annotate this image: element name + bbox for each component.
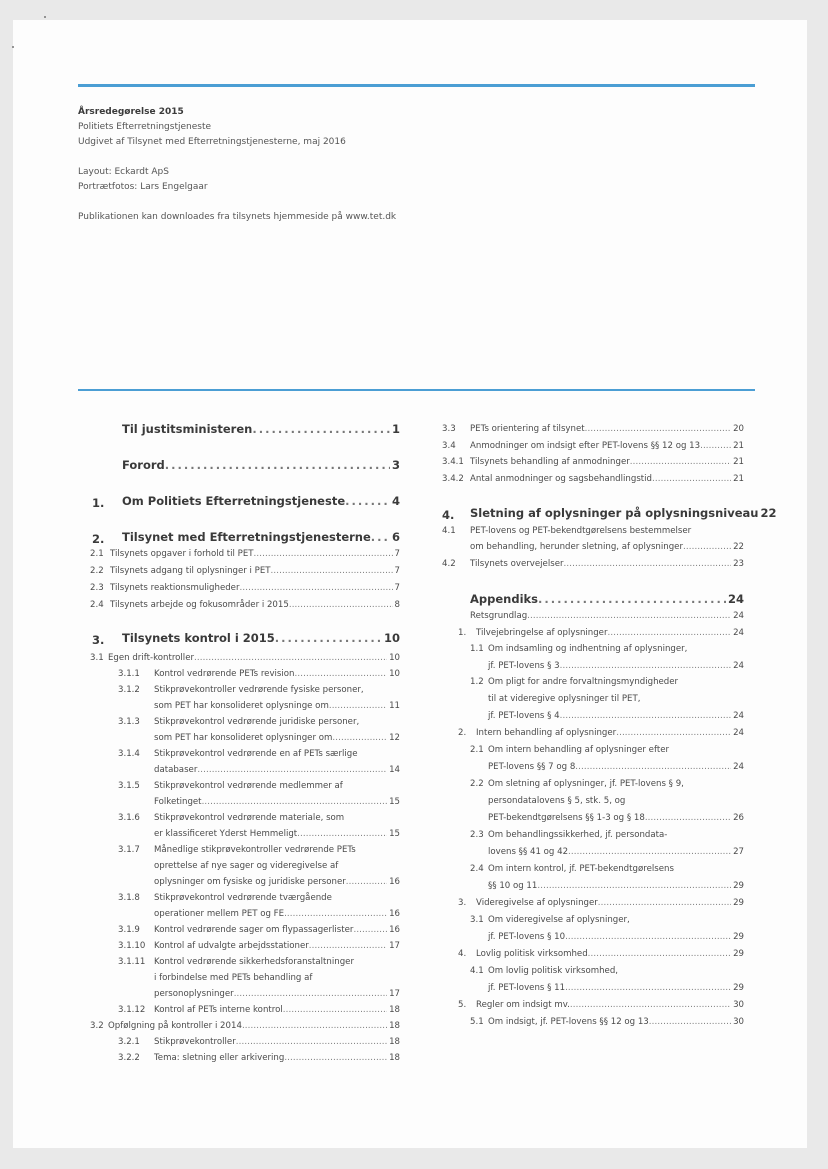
toc-label: PETs orientering af tilsynet	[470, 424, 585, 434]
toc-leader	[608, 628, 732, 638]
toc-label: Tilsynets reaktionsmuligheder	[110, 583, 240, 593]
toc-label: PET-lovens og PET-bekendtgørelsens bestemmelser	[470, 526, 692, 536]
toc-leader	[345, 494, 390, 508]
toc-number: 3.	[458, 898, 467, 908]
toc-page-number: 22	[733, 542, 744, 552]
toc-label: Egen drift-kontroller	[108, 653, 195, 663]
toc-label: Kontrol vedrørende sager om flypassagerlister	[154, 925, 354, 935]
toc-label: jf. PET-lovens § 3	[488, 661, 560, 671]
toc-page-number: 20	[733, 424, 744, 434]
toc-leader	[560, 711, 731, 721]
toc-label: Om pligt for andre forvaltningsmyndigheder	[488, 677, 679, 687]
toc-page-number: 29	[733, 949, 744, 959]
scan-speck	[44, 16, 46, 18]
toc-entry[interactable]	[442, 559, 744, 573]
toc-label: Stikprøvekontrol vedrørende juridiske personer,	[154, 717, 360, 727]
toc-entry[interactable]	[442, 779, 744, 793]
toc-entry[interactable]	[442, 424, 744, 438]
organisation: Politiets Efterretningstjeneste	[78, 122, 212, 132]
toc-number: 3.4	[442, 441, 456, 451]
toc-entry[interactable]	[442, 728, 744, 742]
toc-number: 3.1.6	[118, 813, 140, 823]
toc-label: PET-bekendtgørelsens §§ 1-3 og § 18	[488, 813, 645, 823]
toc-entry[interactable]	[90, 701, 400, 715]
publisher-line: Udgivet af Tilsynet med Efterretningstjenesterne, maj 2016	[78, 137, 346, 147]
toc-label: Om intern behandling af oplysninger efter	[488, 745, 670, 755]
toc-leader	[649, 1017, 731, 1027]
toc-heading[interactable]	[442, 506, 777, 522]
toc-entry[interactable]	[442, 677, 744, 691]
toc-entry[interactable]	[442, 796, 744, 810]
colophon	[78, 105, 396, 225]
toc-entry[interactable]	[90, 909, 400, 923]
toc-page-number: 29	[733, 983, 744, 993]
toc-entry[interactable]	[442, 1017, 744, 1031]
toc-page-number: 16	[389, 877, 400, 887]
toc-entry[interactable]	[442, 644, 744, 658]
toc-leader	[371, 530, 390, 544]
toc-page-number: 15	[389, 829, 400, 839]
toc-leader	[236, 1037, 387, 1047]
toc-page-number: 6	[391, 530, 400, 544]
toc-number: 2.	[92, 532, 105, 546]
toc-page-number: 29	[733, 881, 744, 891]
toc-number: 2.3	[470, 830, 484, 840]
toc-page-number: 30	[733, 1017, 744, 1027]
toc-leader	[275, 631, 382, 645]
toc-page-number: 18	[389, 1021, 400, 1031]
toc-number: 3.3	[442, 424, 456, 434]
toc-label: Tilsynets arbejde og fokusområder i 2015	[110, 600, 289, 610]
toc-page-number: 27	[733, 847, 744, 857]
toc-page-number: 26	[733, 813, 744, 823]
toc-page-number: 1	[391, 422, 400, 436]
toc-heading[interactable]	[90, 424, 400, 438]
toc-entry[interactable]	[442, 542, 744, 556]
toc-label: lovens §§ 41 og 42	[488, 847, 569, 857]
toc-entry[interactable]	[90, 669, 400, 683]
toc-leader	[538, 592, 726, 606]
toc-entry[interactable]	[90, 925, 400, 939]
toc-entry[interactable]	[90, 653, 400, 667]
toc-number: 3.2.2	[118, 1053, 140, 1063]
toc-leader	[588, 949, 731, 959]
toc-page-number: 21	[733, 441, 744, 451]
toc-leader	[295, 669, 388, 679]
toc-entry[interactable]	[442, 611, 744, 625]
toc-number: 2.3	[90, 583, 104, 593]
toc-leader	[197, 765, 387, 775]
toc-page-number: 24	[733, 728, 744, 738]
toc-label: Intern behandling af oplysninger	[476, 728, 617, 738]
toc-label: som PET har konsolideret oplysninger om	[154, 733, 333, 743]
toc-entry[interactable]	[442, 1000, 744, 1014]
download-note: Publikationen kan downloades fra tilsynets hjemmeside på www.tet.dk	[78, 212, 397, 222]
toc-label: oprettelse af nye sager og videregivelse af	[154, 861, 339, 871]
toc-entry[interactable]	[442, 898, 744, 912]
toc-page-number: 16	[389, 909, 400, 919]
toc-entry[interactable]	[90, 749, 400, 763]
toc-page-number: 24	[733, 661, 744, 671]
toc-label: Tilsynets adgang til oplysninger i PET	[110, 566, 271, 576]
toc-label: Tilsynet med Efterretningstjenesterne	[122, 530, 371, 544]
toc-leader	[271, 566, 393, 576]
toc-entry[interactable]	[90, 893, 400, 907]
toc-number: 2.4	[90, 600, 104, 610]
toc-label: er klassificeret Yderst Hemmeligt	[154, 829, 298, 839]
toc-label: Om indsamling og indhentning af oplysninger,	[488, 644, 688, 654]
toc-entry[interactable]	[442, 881, 744, 895]
toc-label: Kontrol vedrørende sikkerhedsforanstaltninger	[154, 957, 354, 967]
toc-label: Appendiks	[470, 592, 539, 606]
toc-leader	[565, 932, 731, 942]
toc-entry[interactable]	[442, 966, 744, 980]
toc-leader	[652, 474, 731, 484]
toc-entry[interactable]	[90, 861, 400, 875]
toc-label: Videregivelse af oplysninger	[476, 898, 598, 908]
toc-entry[interactable]	[90, 797, 400, 811]
toc-entry[interactable]	[90, 1021, 400, 1035]
scan-speck	[12, 46, 14, 48]
report-title: Årsredegørelse 2015	[78, 107, 184, 117]
toc-number: 3.1.4	[118, 749, 140, 759]
toc-page-number: 29	[733, 932, 744, 942]
toc-number: 3.1	[90, 653, 104, 663]
toc-page-number: 7	[394, 549, 400, 559]
toc-page-number: 10	[383, 631, 400, 645]
toc-entry[interactable]	[442, 915, 744, 929]
toc-page-number: 17	[389, 941, 400, 951]
toc-label: Retsgrundlag	[470, 611, 528, 621]
toc-entry[interactable]	[442, 847, 744, 861]
toc-page-number: 18	[389, 1005, 400, 1015]
toc-number: 3.1.10	[118, 941, 146, 951]
toc-number: 3.1.7	[118, 845, 140, 855]
toc-label: jf. PET-lovens § 4	[488, 711, 560, 721]
toc-label: om behandling, herunder sletning, af oplysninger	[470, 542, 683, 552]
toc-leader	[284, 909, 387, 919]
toc-number: 1.	[458, 628, 467, 638]
toc-leader	[202, 797, 388, 807]
toc-page-number: 30	[733, 1000, 744, 1010]
toc-entry[interactable]	[90, 765, 400, 779]
toc-entry[interactable]	[442, 441, 744, 455]
toc-number: 3.1.2	[118, 685, 140, 695]
toc-leader	[683, 542, 731, 552]
toc-number: 2.4	[470, 864, 484, 874]
toc-leader	[575, 762, 731, 772]
toc-label: Tema: sletning eller arkivering	[154, 1053, 285, 1063]
toc-leader	[254, 549, 393, 559]
toc-entry[interactable]	[442, 745, 744, 759]
toc-number: 3.1.8	[118, 893, 140, 903]
toc-entry[interactable]	[442, 474, 744, 488]
toc-label: i forbindelse med PETs behandling af	[154, 973, 313, 983]
toc-label: Stikprøvekontroller	[154, 1037, 236, 1047]
photo-credit: Portrætfotos: Lars Engelgaar	[78, 182, 208, 192]
toc-page-number: 15	[389, 797, 400, 807]
toc-label: Kontrol af PETs interne kontrol	[154, 1005, 283, 1015]
toc-number: 3.1	[470, 915, 484, 925]
toc-number: 1.1	[470, 644, 484, 654]
toc-page-number: 11	[389, 701, 400, 711]
toc-label: Stikprøvekontrol vedrørende en af PETs særlige	[154, 749, 358, 759]
toc-label: operationer mellem PET og FE	[154, 909, 285, 919]
toc-label: Stikprøvekontroller vedrørende fysiske personer,	[154, 685, 364, 695]
toc-leader	[283, 1005, 387, 1015]
toc-entry[interactable]	[90, 845, 400, 859]
toc-number: 4.1	[442, 526, 456, 536]
toc-page-number: 24	[733, 711, 744, 721]
toc-label: Om behandlingssikkerhed, jf. persondata-	[488, 830, 668, 840]
toc-leader	[353, 925, 387, 935]
toc-label: Om lovlig politisk virksomhed,	[488, 966, 619, 976]
toc-entry[interactable]	[90, 549, 400, 563]
toc-leader	[194, 653, 387, 663]
toc-entry[interactable]	[90, 583, 400, 597]
toc-leader	[700, 441, 731, 451]
toc-label: Om indsigt, jf. PET-lovens §§ 12 og 13	[488, 1017, 649, 1027]
toc-number: 3.4.1	[442, 457, 464, 467]
toc-entry[interactable]	[90, 989, 400, 1003]
toc-label: Kontrol vedrørende PETs revision	[154, 669, 295, 679]
toc-label: Stikprøvekontrol vedrørende materiale, som	[154, 813, 345, 823]
toc-label: som PET har konsolideret oplysninge om	[154, 701, 329, 711]
toc-page-number: 24	[727, 592, 744, 606]
toc-leader	[537, 881, 731, 891]
toc-entry[interactable]	[90, 717, 400, 731]
toc-page-number: 23	[733, 559, 744, 569]
toc-label: §§ 10 og 11	[488, 881, 538, 891]
toc-entry[interactable]	[442, 949, 744, 963]
toc-heading[interactable]	[90, 460, 400, 474]
toc-leader	[240, 583, 393, 593]
toc-label: Forord	[122, 458, 165, 472]
toc-label: Om videregivelse af oplysninger,	[488, 915, 630, 925]
toc-page-number: 12	[389, 733, 400, 743]
toc-entry[interactable]	[442, 661, 744, 675]
toc-number: 3.2	[90, 1021, 104, 1031]
toc-label: Tilvejebringelse af oplysninger	[476, 628, 608, 638]
toc-label: Om intern kontrol, jf. PET-bekendtgørelsens	[488, 864, 674, 874]
toc-label: jf. PET-lovens § 11	[488, 983, 566, 993]
toc-leader	[598, 898, 731, 908]
toc-number: 2.	[458, 728, 467, 738]
toc-page-number: 10	[389, 653, 400, 663]
toc-page-number: 3	[391, 458, 400, 472]
toc-entry[interactable]	[90, 957, 400, 971]
toc-entry[interactable]	[90, 781, 400, 795]
toc-number: 3.1.12	[118, 1005, 146, 1015]
toc-number: 4.	[442, 508, 455, 522]
toc-entry[interactable]	[442, 762, 744, 776]
toc-label: Anmodninger om indsigt efter PET-lovens §§ 12 og 13	[470, 441, 701, 451]
toc-label: Folketinget	[154, 797, 202, 807]
toc-label: Tilsynets behandling af anmodninger	[470, 457, 630, 467]
toc-entry[interactable]	[442, 830, 744, 844]
toc-page-number: 21	[733, 474, 744, 484]
toc-page-number: 18	[389, 1053, 400, 1063]
toc-entry[interactable]	[442, 711, 744, 725]
toc-leader	[284, 1053, 387, 1063]
toc-page-number: 4	[391, 494, 400, 508]
toc-label: Tilsynets overvejelser	[470, 559, 564, 569]
toc-number: 3.1.11	[118, 957, 146, 967]
toc-label: Opfølgning på kontroller i 2014	[108, 1021, 242, 1031]
toc-label: oplysninger om fysiske og juridiske personer	[154, 877, 346, 887]
toc-label: Til justitsministeren	[122, 422, 253, 436]
toc-page-number: 7	[394, 583, 400, 593]
toc-leader	[329, 701, 387, 711]
toc-number: 3.2.1	[118, 1037, 140, 1047]
toc-number: 3.1.3	[118, 717, 140, 727]
toc-label: Tilsynets opgaver i forhold til PET	[110, 549, 254, 559]
toc-heading[interactable]	[90, 532, 400, 546]
toc-label: Regler om indsigt mv.	[476, 1000, 570, 1010]
toc-heading[interactable]	[90, 496, 400, 510]
toc-entry[interactable]	[442, 932, 744, 946]
layout-credit: Layout: Eckardt ApS	[78, 167, 169, 177]
toc-entry[interactable]	[442, 694, 744, 708]
toc-label: Månedlige stikprøvekontroller vedrørende PETs	[154, 845, 356, 855]
toc-label: Sletning af oplysninger på oplysningsniveau	[470, 506, 759, 520]
toc-entry[interactable]	[90, 1005, 400, 1019]
toc-label: Lovlig politisk virksomhed	[476, 949, 588, 959]
toc-number: 4.1	[470, 966, 484, 976]
toc-entry[interactable]	[90, 877, 400, 891]
toc-leader	[165, 458, 390, 472]
toc-number: 2.1	[90, 549, 104, 559]
toc-leader	[252, 422, 390, 436]
top-rule	[78, 84, 755, 87]
toc-page-number: 16	[389, 925, 400, 935]
toc-leader	[570, 1000, 731, 1010]
toc-entry[interactable]	[90, 733, 400, 747]
toc-page-number: 18	[389, 1037, 400, 1047]
toc-page-number: 24	[733, 611, 744, 621]
toc-leader	[234, 989, 387, 999]
toc-label: Om sletning af oplysninger, jf. PET-lovens § 9,	[488, 779, 684, 789]
toc-entry[interactable]	[90, 566, 400, 580]
toc-page-number: 22	[760, 506, 777, 520]
toc-page-number: 10	[389, 669, 400, 679]
toc-number: 2.2	[90, 566, 104, 576]
toc-label: Antal anmodninger og sagsbehandlingstid	[470, 474, 653, 484]
toc-page-number: 7	[394, 566, 400, 576]
toc-label: Tilsynets kontrol i 2015	[122, 631, 275, 645]
toc-label: PET-lovens §§ 7 og 8	[488, 762, 576, 772]
toc-leader	[616, 728, 731, 738]
toc-leader	[332, 733, 387, 743]
toc-entry[interactable]	[90, 973, 400, 987]
toc-rule	[78, 389, 755, 391]
toc-leader	[346, 877, 387, 887]
toc-page-number: 24	[733, 762, 744, 772]
toc-leader	[297, 829, 387, 839]
toc-label: personoplysninger	[154, 989, 234, 999]
toc-number: 4.	[458, 949, 467, 959]
toc-label: persondatalovens § 5, stk. 5, og	[488, 796, 626, 806]
toc-leader	[568, 847, 731, 857]
toc-entry[interactable]	[90, 813, 400, 827]
toc-label: databaser	[154, 765, 198, 775]
toc-number: 5.1	[470, 1017, 484, 1027]
toc-number: 3.4.2	[442, 474, 464, 484]
toc-number: 3.1.5	[118, 781, 140, 791]
toc-entry[interactable]	[442, 813, 744, 827]
toc-entry[interactable]	[90, 1037, 400, 1051]
toc-leader	[242, 1021, 387, 1031]
toc-label: Kontrol af udvalgte arbejdsstationer	[154, 941, 309, 951]
toc-heading[interactable]	[90, 633, 400, 647]
toc-entry[interactable]	[90, 1053, 400, 1067]
toc-label: Om Politiets Efterretningstjeneste	[122, 494, 346, 508]
toc-heading[interactable]	[442, 594, 744, 608]
toc-number: 5.	[458, 1000, 467, 1010]
toc-leader	[585, 424, 731, 434]
toc-number: 3.1.9	[118, 925, 140, 935]
toc-entry[interactable]	[90, 600, 400, 614]
toc-entry[interactable]	[442, 526, 744, 540]
toc-leader	[560, 661, 731, 671]
toc-page-number: 21	[733, 457, 744, 467]
toc-leader	[630, 457, 731, 467]
toc-entry[interactable]	[442, 864, 744, 878]
toc-label: Stikprøvekontrol vedrørende medlemmer af	[154, 781, 343, 791]
toc-leader	[564, 559, 732, 569]
toc-leader	[527, 611, 731, 621]
toc-number: 3.	[92, 633, 105, 647]
toc-leader	[289, 600, 393, 610]
toc-entry[interactable]	[442, 628, 744, 642]
toc-entry[interactable]	[90, 829, 400, 843]
toc-number: 1.2	[470, 677, 484, 687]
toc-entry[interactable]	[442, 983, 744, 997]
toc-leader	[565, 983, 731, 993]
toc-page-number: 8	[394, 600, 400, 610]
toc-leader	[309, 941, 387, 951]
toc-entry[interactable]	[90, 685, 400, 699]
toc-number: 4.2	[442, 559, 456, 569]
toc-entry[interactable]	[442, 457, 744, 471]
toc-entry[interactable]	[90, 941, 400, 955]
toc-page-number: 17	[389, 989, 400, 999]
toc-label: til at videregive oplysninger til PET,	[488, 694, 641, 704]
toc-number: 2.1	[470, 745, 484, 755]
toc-number: 3.1.1	[118, 669, 140, 679]
toc-page-number: 29	[733, 898, 744, 908]
toc-label: Stikprøvekontrol vedrørende tværgående	[154, 893, 332, 903]
toc-page-number: 24	[733, 628, 744, 638]
toc-number: 1.	[92, 496, 105, 510]
toc-page-number: 14	[389, 765, 400, 775]
toc-leader	[645, 813, 731, 823]
toc-number: 2.2	[470, 779, 484, 789]
toc-label: jf. PET-lovens § 10	[488, 932, 566, 942]
